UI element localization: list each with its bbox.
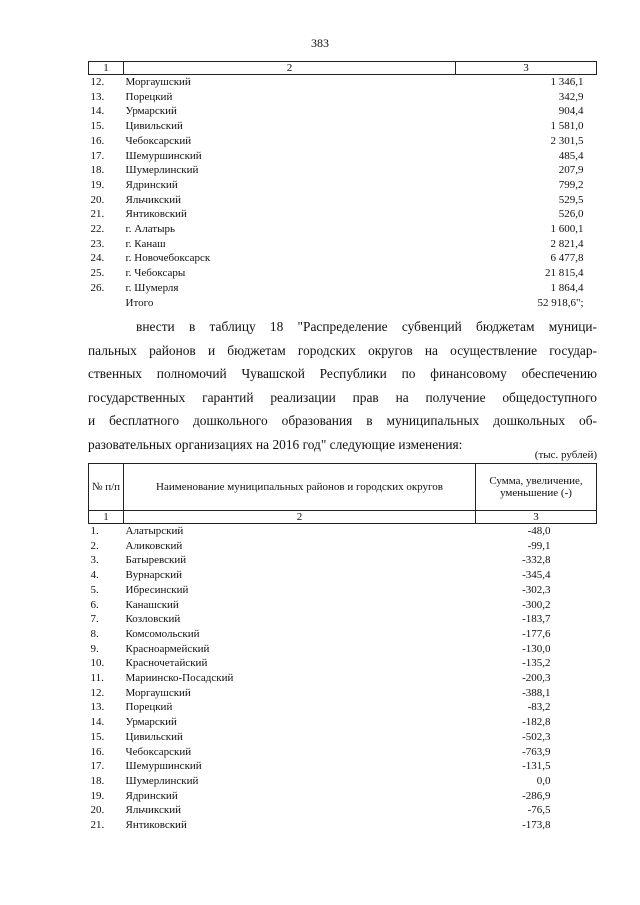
row-number: 16. (90, 134, 105, 147)
row-amount: -76,5 (527, 804, 551, 817)
municipality-name: г. Алатырь (125, 223, 176, 236)
row-number: 17. (90, 149, 105, 162)
row-amount: -763,9 (522, 745, 551, 758)
municipality-name: Красночетайский (125, 657, 208, 670)
subvention-table-continued (88, 61, 597, 310)
row-amount: -388,1 (522, 686, 551, 699)
row-amount: 1 581,0 (550, 120, 584, 133)
row-amount: 485,4 (558, 149, 584, 162)
column-number: 1 (89, 62, 124, 75)
row-number: 13. (90, 90, 105, 103)
table-row (89, 818, 597, 833)
municipality-name: Янтиковский (125, 208, 187, 221)
row-number: 15. (90, 120, 105, 133)
table-row (89, 642, 597, 657)
column-number: 3 (456, 62, 597, 75)
table-row (89, 266, 597, 281)
table-row (89, 715, 597, 730)
row-number: 9. (90, 642, 99, 655)
row-number: 5. (90, 583, 99, 596)
municipality-name: Моргаушский (125, 76, 191, 88)
table-row (89, 281, 597, 296)
header-number: № п/п (89, 464, 124, 511)
row-amount: -286,9 (522, 789, 551, 802)
row-number (89, 296, 124, 311)
row-number: 1. (90, 525, 99, 537)
header-name: Наименование муниципальных районов и городских округов (124, 464, 476, 511)
table-row (89, 90, 597, 105)
municipality-name: Козловский (125, 613, 181, 626)
municipality-name: Алатырский (125, 525, 184, 537)
row-number: 14. (90, 716, 105, 729)
row-number: 8. (90, 627, 99, 640)
row-number: 6. (90, 598, 99, 611)
row-amount: -135,2 (522, 657, 551, 670)
unit-label: (тыс. рублей) (534, 449, 597, 461)
table-row (89, 524, 597, 539)
row-number: 19. (90, 178, 105, 191)
row-number: 19. (90, 789, 105, 802)
row-number: 22. (90, 223, 105, 236)
table-row (89, 553, 597, 568)
table-row (89, 163, 597, 178)
row-amount: -300,2 (522, 598, 551, 611)
row-amount: -200,3 (522, 672, 551, 685)
table-row (89, 583, 597, 598)
municipality-name: Ибресинский (125, 583, 189, 596)
row-number: 12. (90, 686, 105, 699)
table-row (89, 627, 597, 642)
row-amount: -99,1 (527, 539, 551, 552)
table-row (89, 598, 597, 613)
header-amount: Сумма, увеличение, уменьшение (-) (476, 464, 597, 511)
row-number: 23. (90, 237, 105, 250)
municipality-name: Шумерлинский (125, 164, 199, 177)
row-amount: 1 600,1 (550, 223, 584, 236)
paragraph-line: ственных полномочий Чувашской Республики по финансовому обеспечению (88, 366, 597, 381)
row-number: 25. (90, 267, 105, 280)
municipality-name: Красноармейский (125, 642, 210, 655)
municipality-name: Ядринский (125, 789, 178, 802)
table-row (89, 296, 597, 311)
table-row (89, 178, 597, 193)
row-number: 14. (90, 105, 105, 118)
row-amount: 0,0 (536, 774, 551, 787)
row-number: 17. (90, 760, 105, 773)
table-row (89, 237, 597, 252)
table-row (89, 568, 597, 583)
municipality-name: г. Канаш (125, 237, 166, 250)
municipality-name: Яльчикский (125, 804, 181, 817)
row-amount: 52 918,6"; (537, 296, 584, 309)
table-row (89, 700, 597, 715)
table-row (89, 134, 597, 149)
municipality-name: Урмарский (125, 105, 177, 118)
municipality-name: Чебоксарский (125, 134, 192, 147)
table-row (89, 149, 597, 164)
table-row (89, 222, 597, 237)
municipality-name: Моргаушский (125, 686, 191, 699)
table-row (89, 686, 597, 701)
row-amount: -183,7 (522, 613, 551, 626)
municipality-name: Аликовский (125, 539, 183, 552)
paragraph-line: государственных гарантий реализации прав на получение общедоступного (88, 389, 597, 405)
row-number: 20. (90, 193, 105, 206)
municipality-name: Шемуршинский (125, 760, 202, 773)
table-row (89, 612, 597, 627)
table-row (89, 671, 597, 686)
row-number: 21. (90, 819, 105, 832)
column-number: 2 (124, 62, 456, 75)
row-amount: 6 477,8 (550, 252, 584, 265)
municipality-name: Цивильский (125, 730, 183, 743)
row-number: 18. (90, 774, 105, 787)
row-amount: 1 864,4 (550, 281, 584, 294)
row-amount: 904,4 (558, 105, 584, 118)
row-amount: -48,0 (527, 525, 551, 537)
column-number-row (89, 62, 597, 75)
municipality-name: Яльчикский (125, 193, 181, 206)
row-number: 26. (90, 281, 105, 294)
table-header-row (89, 464, 597, 511)
row-amount: 799,2 (558, 178, 584, 191)
table-row (89, 656, 597, 671)
column-number: 3 (476, 511, 597, 524)
row-amount: -83,2 (527, 701, 551, 714)
municipality-name: Мариинско-Посадский (125, 672, 234, 685)
municipality-name: Канашский (125, 598, 179, 611)
municipality-name: Порецкий (125, 701, 173, 714)
row-amount: -502,3 (522, 730, 551, 743)
subvention-changes-table (88, 463, 597, 833)
municipality-name: Порецкий (125, 90, 173, 103)
row-amount: 2 821,4 (550, 237, 584, 250)
row-number: 13. (90, 701, 105, 714)
table-row (89, 539, 597, 554)
municipality-name: Шумерлинский (125, 774, 199, 787)
row-number: 18. (90, 164, 105, 177)
row-number: 7. (90, 613, 99, 626)
row-number: 3. (90, 554, 99, 567)
page-number: 383 (311, 36, 329, 50)
paragraph-line: внести в таблицу 18 "Распределение субвенций бюджетам муници- (136, 319, 597, 334)
row-amount: -177,6 (522, 627, 551, 640)
row-number: 2. (90, 539, 99, 552)
row-amount: 1 346,1 (550, 76, 584, 88)
table-row (89, 774, 597, 789)
municipality-name: Цивильский (125, 120, 183, 133)
column-number: 1 (89, 511, 124, 524)
municipality-name: Ядринский (125, 178, 178, 191)
column-number-row (89, 511, 597, 524)
municipality-name: Шемуршинский (125, 149, 202, 162)
row-number: 11. (90, 672, 104, 685)
municipality-name: Урмарский (125, 716, 177, 729)
row-number: 21. (90, 208, 105, 221)
row-amount: 21 815,4 (545, 267, 584, 280)
table-row (89, 730, 597, 745)
row-amount: 207,9 (558, 164, 584, 177)
paragraph-line: и бесплатного дошкольного образования в муниципальных дошкольных об- (88, 413, 597, 428)
table-row (89, 251, 597, 266)
table-row (89, 803, 597, 818)
municipality-name: г. Чебоксары (125, 267, 186, 280)
municipality-name: г. Шумерля (125, 281, 179, 294)
column-number: 2 (124, 511, 476, 524)
municipality-name: Янтиковский (125, 819, 187, 832)
row-number: 20. (90, 804, 105, 817)
row-amount: 526,0 (558, 208, 584, 221)
row-number: 12. (90, 76, 105, 88)
municipality-name: Чебоксарский (125, 745, 192, 758)
row-amount: -182,8 (522, 716, 551, 729)
row-number: 4. (90, 569, 99, 582)
row-amount: -332,8 (522, 554, 551, 567)
municipality-name: Итого (125, 296, 154, 309)
table-row (89, 119, 597, 134)
row-number: 24. (90, 252, 105, 265)
row-amount: -345,4 (522, 569, 551, 582)
municipality-name: Вурнарский (125, 569, 182, 582)
row-amount: 2 301,5 (550, 134, 584, 147)
row-number: 15. (90, 730, 105, 743)
amendment-paragraph (88, 315, 597, 456)
municipality-name: Батыревский (125, 554, 187, 567)
table-row (89, 789, 597, 804)
row-amount: -130,0 (522, 642, 551, 655)
row-number: 10. (90, 657, 105, 670)
table-row (89, 75, 597, 90)
table-row (89, 104, 597, 119)
municipality-name: Комсомольский (125, 627, 200, 640)
table-row (89, 745, 597, 760)
paragraph-line: разовательных организациях на 2016 год" следующие изменения: (88, 436, 463, 452)
municipality-name: г. Новочебоксарск (125, 252, 211, 265)
table-row (89, 193, 597, 208)
paragraph-line: пальных районов и бюджетам городских округов на осуществление государ- (88, 342, 597, 358)
row-amount: -173,8 (522, 819, 551, 832)
row-amount: -302,3 (522, 583, 551, 596)
row-number: 16. (90, 745, 105, 758)
row-amount: 529,5 (558, 193, 584, 206)
table-row (89, 759, 597, 774)
row-amount: 342,9 (558, 90, 584, 103)
row-amount: -131,5 (522, 760, 551, 773)
table-row (89, 207, 597, 222)
